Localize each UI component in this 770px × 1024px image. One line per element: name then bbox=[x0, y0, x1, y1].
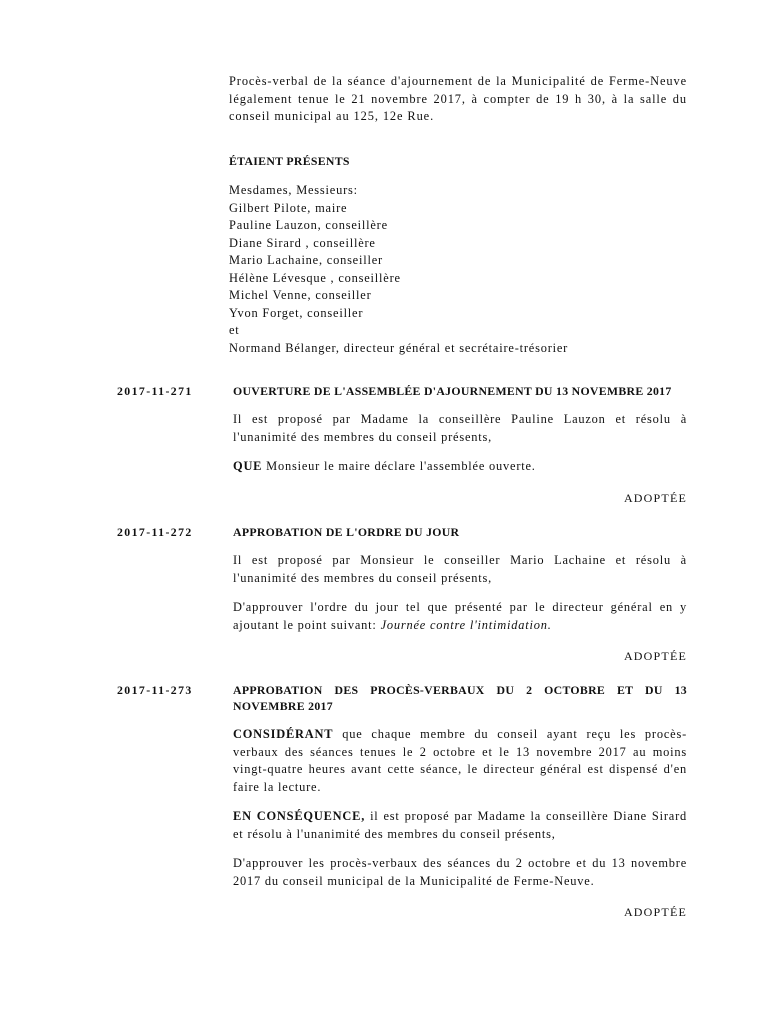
attendee-line: Mesdames, Messieurs: bbox=[229, 183, 358, 197]
attendee-line: Hélène Lévesque , conseillère bbox=[229, 270, 401, 285]
resolution-considering bbox=[233, 726, 687, 796]
resolution-proposal: Il est proposé par Madame la conseillère Pauline Lauzon et résolu à l'unanimité des membres du conseil présents, bbox=[233, 412, 687, 444]
resolution-title: OUVERTURE DE L'ASSEMBLÉE D'AJOURNEMENT DU 13 NOVEMBRE 2017 bbox=[233, 384, 672, 398]
resolution-decision bbox=[233, 599, 687, 634]
attendee-line: Gilbert Pilote, maire bbox=[229, 200, 348, 215]
resolution-number: 2017-11-271 bbox=[117, 384, 193, 398]
attendee-line: Diane Sirard , conseillère bbox=[229, 235, 376, 250]
resolution-title: APPROBATION DES PROCÈS-VERBAUX DU 2 OCTOBRE ET DU 13 NOVEMBRE 2017 bbox=[233, 683, 687, 713]
decision-lead: QUE bbox=[233, 459, 263, 473]
decision-text: Monsieur le maire déclare l'assemblée ouverte. bbox=[262, 459, 536, 473]
adopted-label: ADOPTÉE bbox=[623, 490, 687, 505]
intro-paragraph: Procès-verbal de la séance d'ajournement de la Municipalité de Ferme-Neuve légalement tenue le 21 novembre 2017, à compter de 19 h 30, à la salle du conseil municipal au 125, 12e Rue. bbox=[229, 74, 687, 123]
attendee-line: Pauline Lauzon, conseillère bbox=[229, 218, 388, 232]
considering-lead: CONSIDÉRANT bbox=[233, 727, 334, 741]
agenda-addition: Journée contre l'intimidation. bbox=[380, 617, 552, 632]
attendee-line: Yvon Forget, conseiller bbox=[229, 305, 364, 320]
resolution-decision: D'approuver les procès-verbaux des séances du 2 octobre et du 13 novembre 2017 du conseil municipal de la Municipalité de Ferme-Neuve. bbox=[233, 856, 687, 888]
attendee-line: Normand Bélanger, directeur général et secrétaire-trésorier bbox=[229, 340, 569, 355]
resolution-decision bbox=[233, 458, 687, 476]
attendee-line: Mario Lachaine, conseiller bbox=[229, 253, 383, 267]
resolution-number: 2017-11-272 bbox=[117, 525, 193, 539]
adopted-label: ADOPTÉE bbox=[623, 649, 687, 663]
resolution-proposal: Il est proposé par Monsieur le conseiller Mario Lachaine et résolu à l'unanimité des membres du conseil présents, bbox=[233, 553, 687, 585]
proposal-text: il est proposé par Madame la conseillère Diane Sirard et résolu à l'unanimité des membres du conseil présents, bbox=[233, 809, 687, 841]
consequence-lead: EN CONSÉQUENCE, bbox=[233, 809, 366, 823]
attendees-list bbox=[229, 182, 689, 357]
adopted-label: ADOPTÉE bbox=[623, 905, 687, 919]
resolution-title: APPROBATION DE L'ORDRE DU JOUR bbox=[233, 525, 460, 539]
resolution-number: 2017-11-273 bbox=[117, 683, 193, 697]
resolution-body bbox=[233, 383, 687, 507]
attendee-line: et bbox=[229, 323, 240, 337]
resolution-body bbox=[233, 682, 687, 922]
attendees-heading: ÉTAIENT PRÉSENTS bbox=[229, 154, 350, 168]
considering-text: que chaque membre du conseil ayant reçu les procès-verbaux des séances tenues le 2 octobre et le 13 novembre 2017 au moins vingt-quatre heures avant cette séance, le directeur général est dispensé d'en faire la lecture. bbox=[233, 727, 687, 794]
decision-text: D'approuver l'ordre du jour tel que présenté par le directeur général en y ajoutant le point suivant: bbox=[233, 600, 687, 632]
resolution-body bbox=[233, 524, 687, 666]
attendee-line: Michel Venne, conseiller bbox=[229, 288, 372, 302]
resolution-proposal bbox=[233, 808, 687, 843]
